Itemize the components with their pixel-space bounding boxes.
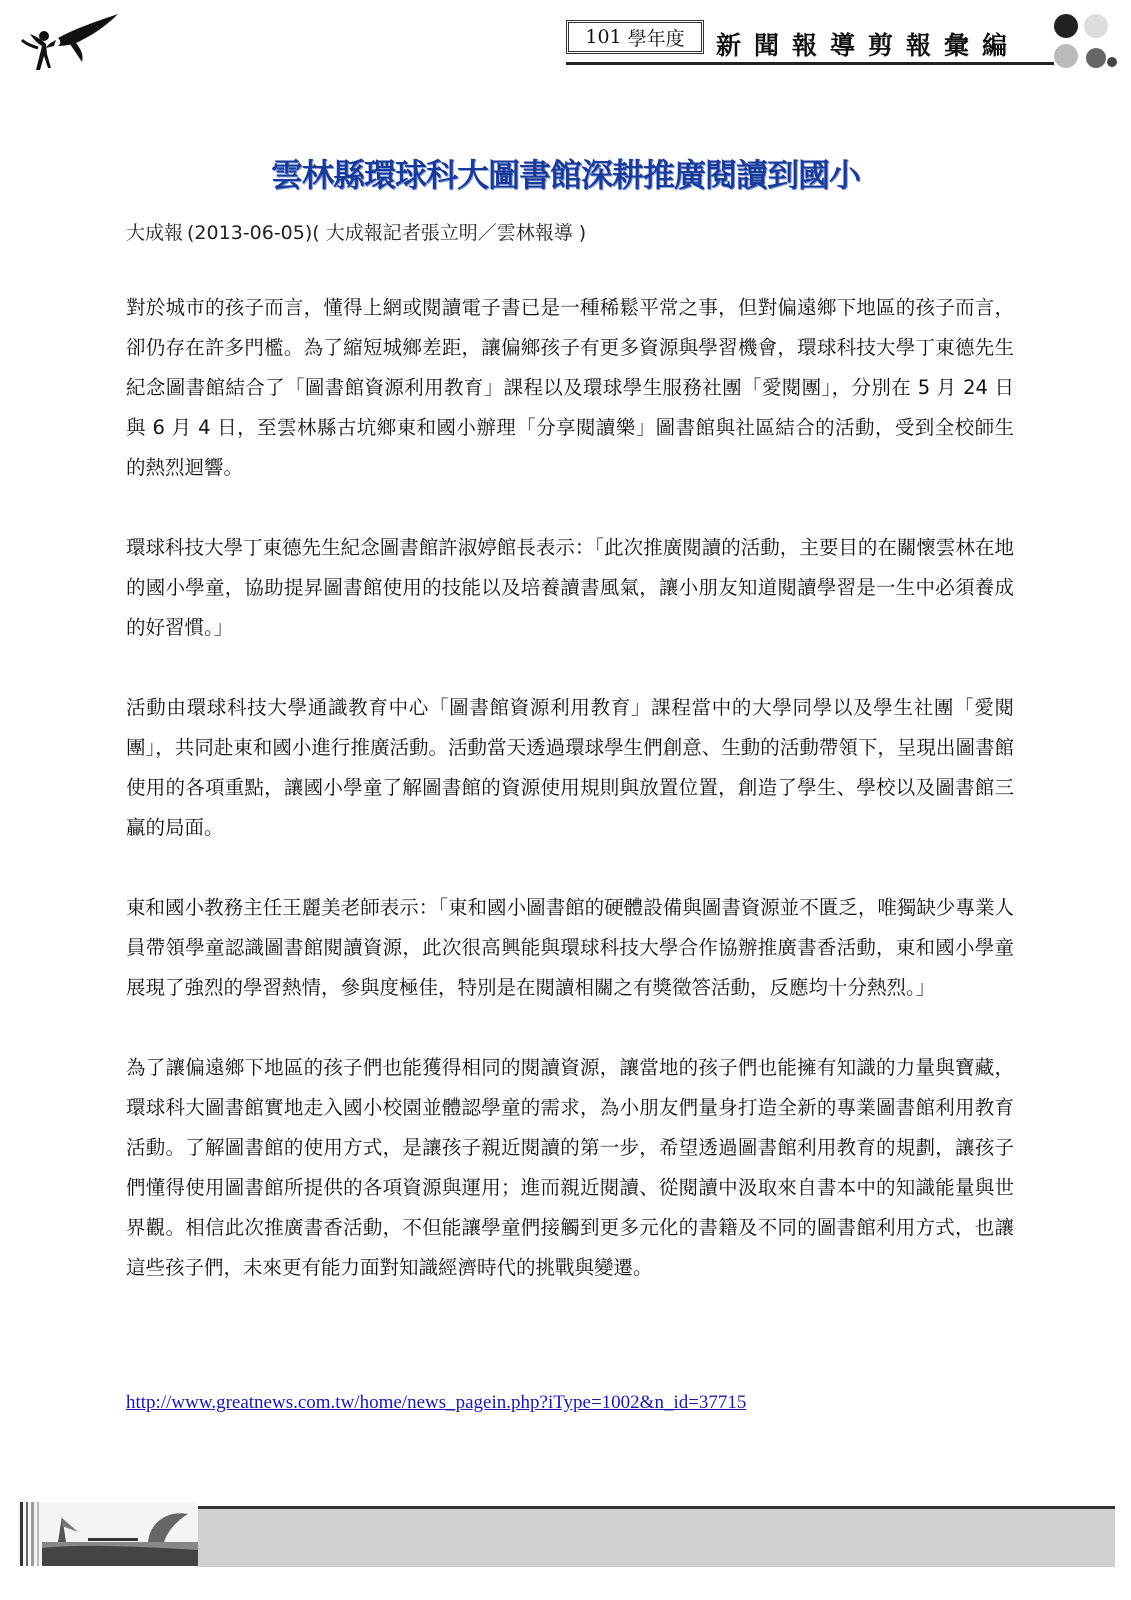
bird-logo-icon <box>18 10 128 72</box>
source-link[interactable]: http://www.greatnews.com.tw/home/news_pagein.php?iType=1002&n_id=37715 <box>126 1392 747 1413</box>
scenery-image-icon <box>18 1502 198 1566</box>
news-source: 大成報 <box>126 222 184 244</box>
paragraph: 環球科技大學丁東德先生紀念圖書館許淑婷館長表示：「此次推廣閱讀的活動，主要目的在關懷雲林在地的國小學童，協助提昇圖書館使用的技能以及培養讀書風氣，讓小朋友知道閱讀學習是一生中必須養成的好習慣。」 <box>126 536 1014 639</box>
publish-date: (2013-06-05) <box>187 222 313 244</box>
decorative-dots-icon <box>1052 12 1118 74</box>
footer-bar <box>198 1506 1115 1567</box>
paragraph: 東和國小教務主任王麗美老師表示：「東和國小圖書館的硬體設備與圖書資源並不匱乏，唯獨缺少專業人員帶領學童認識圖書館閱讀資源，此次很高興能與環球科技大學合作協辦推廣書香活動，東和國小學童展現了強烈的學習熱情，參與度極佳，特別是在閱讀相關之有獎徵答活動，反應均十分熱烈。」 <box>126 896 1014 999</box>
page-header <box>0 0 1131 80</box>
reporter: ( 大成報記者張立明／雲林報導 ) <box>312 222 587 244</box>
header-divider <box>566 62 1054 65</box>
paragraph: 活動由環球科技大學通識教育中心「圖書館資源利用教育」課程當中的大學同學以及學生社團「愛閱團」，共同赴東和國小進行推廣活動。活動當天透過環球學生們創意、生動的活動帶領下，呈現出圖書館使用的各項重點，讓國小學童了解圖書館的資源使用規則與放置位置，創造了學生、學校以及圖書館三贏的局面。 <box>126 696 1014 839</box>
academic-year-box <box>566 20 704 54</box>
section-title: 新聞報導剪報彙編 <box>716 31 1021 60</box>
article-title: 雲林縣環球科大圖書館深耕推廣閱讀到國小 <box>270 156 860 194</box>
paragraph: 對於城市的孩子而言，懂得上網或閱讀電子書已是一種稀鬆平常之事，但對偏遠鄉下地區的孩子而言，卻仍存在許多門檻。為了縮短城鄉差距，讓偏鄉孩子有更多資源與學習機會，環球科技大學丁東德先生紀念圖書館結合了「圖書館資源利用教育」課程以及環球學生服務社團「愛閱團」，分別在 5 月 24 日與 6 月 4 日，至雲林縣古坑鄉東和國小辦理「分享閱讀樂」圖書館與社區結合的活動，受到全校師生的熱烈迴響。 <box>126 296 1014 479</box>
byline <box>126 218 586 245</box>
year-number: 101 <box>585 26 622 48</box>
page-footer <box>18 1502 1115 1566</box>
paragraph: 為了讓偏遠鄉下地區的孩子們也能獲得相同的閱讀資源，讓當地的孩子們也能擁有知識的力量與寶藏，環球科大圖書館實地走入國小校園並體認學童的需求，為小朋友們量身打造全新的專業圖書館利用教育活動。了解圖書館的使用方式，是讓孩子親近閱讀的第一步，希望透過圖書館利用教育的規劃，讓孩子們懂得使用圖書館所提供的各項資源與運用；進而親近閱讀、從閱讀中汲取來自書本中的知識能量與世界觀。相信此次推廣書香活動，不但能讓學童們接觸到更多元化的書籍及不同的圖書館利用方式，也讓這些孩子們，未來更有能力面對知識經濟時代的挑戰與變遷。 <box>126 1056 1014 1279</box>
article-body <box>126 288 1014 1288</box>
year-label: 學年度 <box>627 27 685 50</box>
